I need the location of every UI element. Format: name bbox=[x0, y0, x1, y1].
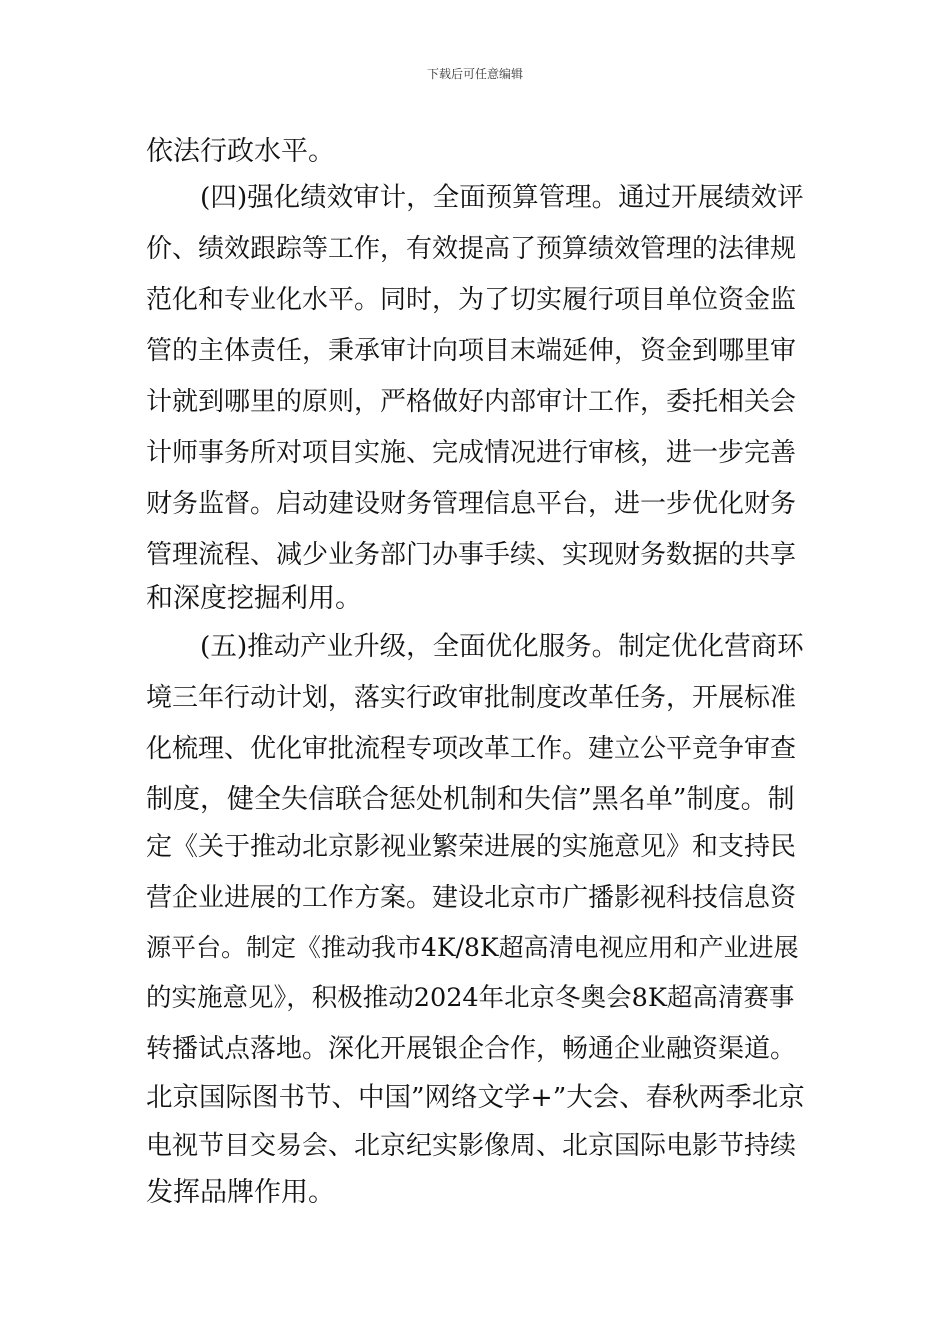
text-line: (四)强化绩效审计，全面预算管理。通过开展绩效评 bbox=[200, 182, 804, 213]
text-line: 范化和专业化水平。同时，为了切实履行项目单位资金监 bbox=[146, 285, 797, 315]
text-line: 定《关于推动北京影视业繁荣进展的实施意见》和支持民 bbox=[146, 832, 797, 862]
text-line: 管的主体责任，秉承审计向项目末端延伸，资金到哪里审 bbox=[146, 336, 797, 366]
text-line: 依法行政水平。 bbox=[146, 136, 335, 167]
text-line: 化梳理、优化审批流程专项改革工作。建立公平竞争审查 bbox=[146, 734, 797, 764]
text-line: 的实施意见》，积极推动2024年北京冬奥会8K超高清赛事 bbox=[146, 983, 795, 1013]
text-line: 计就到哪里的原则，严格做好内部审计工作，委托相关会 bbox=[146, 387, 797, 417]
text-line: 营企业进展的工作方案。建设北京市广播影视科技信息资 bbox=[146, 883, 797, 913]
text-line: 源平台。制定《推动我市4K/8K超高清电视应用和产业进展 bbox=[146, 933, 799, 962]
text-line: 转播试点落地。深化开展银企合作，畅通企业融资渠道。 bbox=[146, 1034, 797, 1064]
text-line: 计师事务所对项目实施、完成情况进行审核，进一步完善 bbox=[146, 438, 797, 468]
text-line: 境三年行动计划，落实行政审批制度改革任务，开展标准 bbox=[146, 683, 797, 713]
text-line: 管理流程、减少业务部门办事手续、实现财务数据的共享 bbox=[146, 540, 797, 570]
text-line: (五)推动产业升级，全面优化服务。制定优化营商环 bbox=[200, 631, 804, 662]
text-line: 发挥品牌作用。 bbox=[146, 1177, 335, 1208]
text-line: 和深度挖掘利用。 bbox=[146, 583, 362, 614]
text-line: 价、绩效跟踪等工作，有效提高了预算绩效管理的法律规 bbox=[146, 234, 797, 264]
text-line: 制度，健全失信联合惩处机制和失信”黑名单”制度。制 bbox=[146, 784, 795, 815]
page-header: 下载后可任意编辑 bbox=[426, 67, 523, 81]
text-line: 财务监督。启动建设财务管理信息平台，进一步优化财务 bbox=[146, 489, 797, 519]
text-line: 电视节目交易会、北京纪实影像周、北京国际电影节持续 bbox=[146, 1131, 797, 1161]
text-line: 北京国际图书节、中国”网络文学+”大会、春秋两季北京 bbox=[146, 1082, 805, 1113]
